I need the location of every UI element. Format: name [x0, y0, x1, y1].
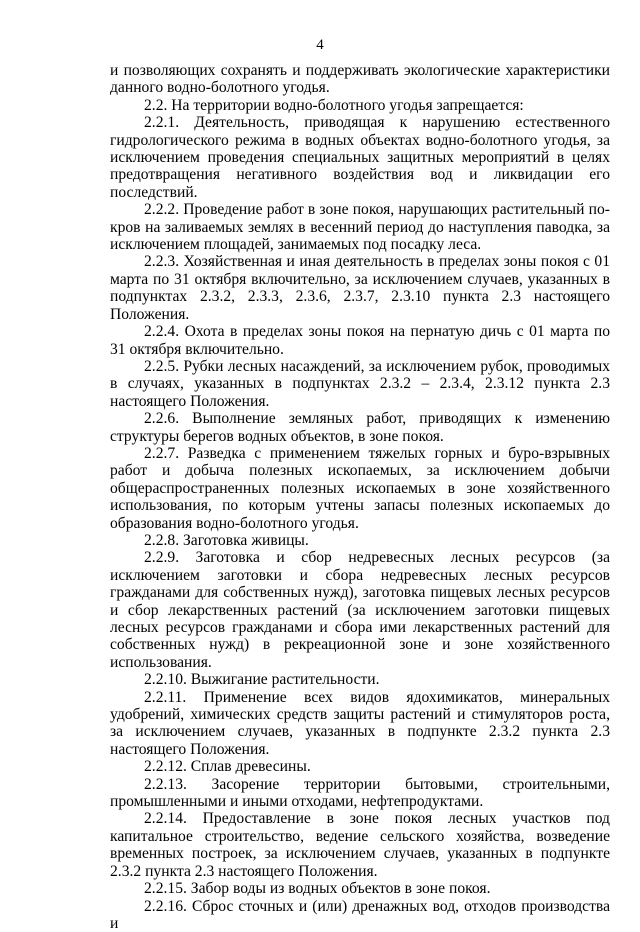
page-number: 4: [0, 36, 640, 54]
paragraph-2-2-4: 2.2.4. Охота в пределах зоны покоя на пернатую дичь с 01 марта по 31 октября включительно.: [110, 323, 610, 358]
paragraph-2-2-14: 2.2.14. Предоставление в зоне покоя лесных участков под капитальное строительство, ведение сельского хозяйства, возведение временных построек, за исключением случаев, указанных в подпункте 2.3.2 пункта 2.3 настоящего Положения.: [110, 810, 610, 880]
paragraph-2-2-10: 2.2.10. Выжигание растительности.: [110, 671, 610, 688]
paragraph-2-2-2: 2.2.2. Проведение работ в зоне покоя, нарушающих растительный покров на заливаемых землях в весенний период до наступления паводка, за исключением площадей, занимаемых под посадку леса.: [110, 201, 610, 253]
paragraph-continuation: и позволяющих сохранять и поддерживать экологические характеристики данного водно-болотного угодья.: [110, 62, 610, 97]
paragraph-2-2-9: 2.2.9. Заготовка и сбор недревесных лесных ресурсов (за исключением заготовки и сбора недревесных лесных ресурсов гражданами для собственных нужд), заготовка пищевых лесных ресурсов и сбор лекарственных растений (за исключением заготовки пищевых лесных ресурсов гражданами и сбора ими лекарственных растений для собственных нужд) в рекреационной зоне и зоне хозяйственного использования.: [110, 549, 610, 671]
paragraph-2-2-12: 2.2.12. Сплав древесины.: [110, 758, 610, 775]
paragraph-2-2-8: 2.2.8. Заготовка живицы.: [110, 532, 610, 549]
paragraph-2-2-3: 2.2.3. Хозяйственная и иная деятельность в пределах зоны покоя с 01 марта по 31 октября включительно, за исключением случаев, указанных в подпунктах 2.3.2, 2.3.3, 2.3.6, 2.3.7, 2.3.10 пункта 2.3 настоящего Положения.: [110, 253, 610, 323]
paragraph-2-2-5: 2.2.5. Рубки лесных насаждений, за исключением рубок, проводимых в случаях, указанных в подпунктах 2.3.2 – 2.3.4, 2.3.12 пункта 2.3 настоящего Положения.: [110, 358, 610, 410]
document-body: [110, 62, 610, 932]
paragraph-2-2-7: 2.2.7. Разведка с применением тяжелых горных и буро-взрывных работ и добыча полезных ископаемых, за исключением добычи общераспространенных полезных ископаемых в зоне хозяйственного использования, по которым учтены запасы полезных ископаемых до образования водно-болотного угодья.: [110, 445, 610, 532]
paragraph-2-2-1: 2.2.1. Деятельность, приводящая к нарушению естественного гидрологического режима в водных объектах водно-болотного угодья, за исключением проведения специальных защитных мероприятий в целях предотвращения негативного воздействия вод и ликвидации его последствий.: [110, 114, 610, 201]
paragraph-2-2-15: 2.2.15. Забор воды из водных объектов в зоне покоя.: [110, 880, 610, 897]
paragraph-2-2-13: 2.2.13. Засорение территории бытовыми, строительными, промышленными и иными отходами, нефтепродуктами.: [110, 776, 610, 811]
paragraph-2-2-6: 2.2.6. Выполнение земляных работ, приводящих к изменению структуры берегов водных объектов, в зоне покоя.: [110, 410, 610, 445]
paragraph-2-2-11: 2.2.11. Применение всех видов ядохимикатов, минеральных удобрений, химических средств защиты растений и стимуляторов роста, за исключением случаев, указанных в подпункте 2.3.2 пункта 2.3 настоящего Положения.: [110, 689, 610, 759]
paragraph-2-2-16: 2.2.16. Сброс сточных и (или) дренажных вод, отходов производства и: [110, 898, 610, 932]
paragraph-2-2: 2.2. На территории водно-болотного угодья запрещается:: [110, 97, 610, 114]
